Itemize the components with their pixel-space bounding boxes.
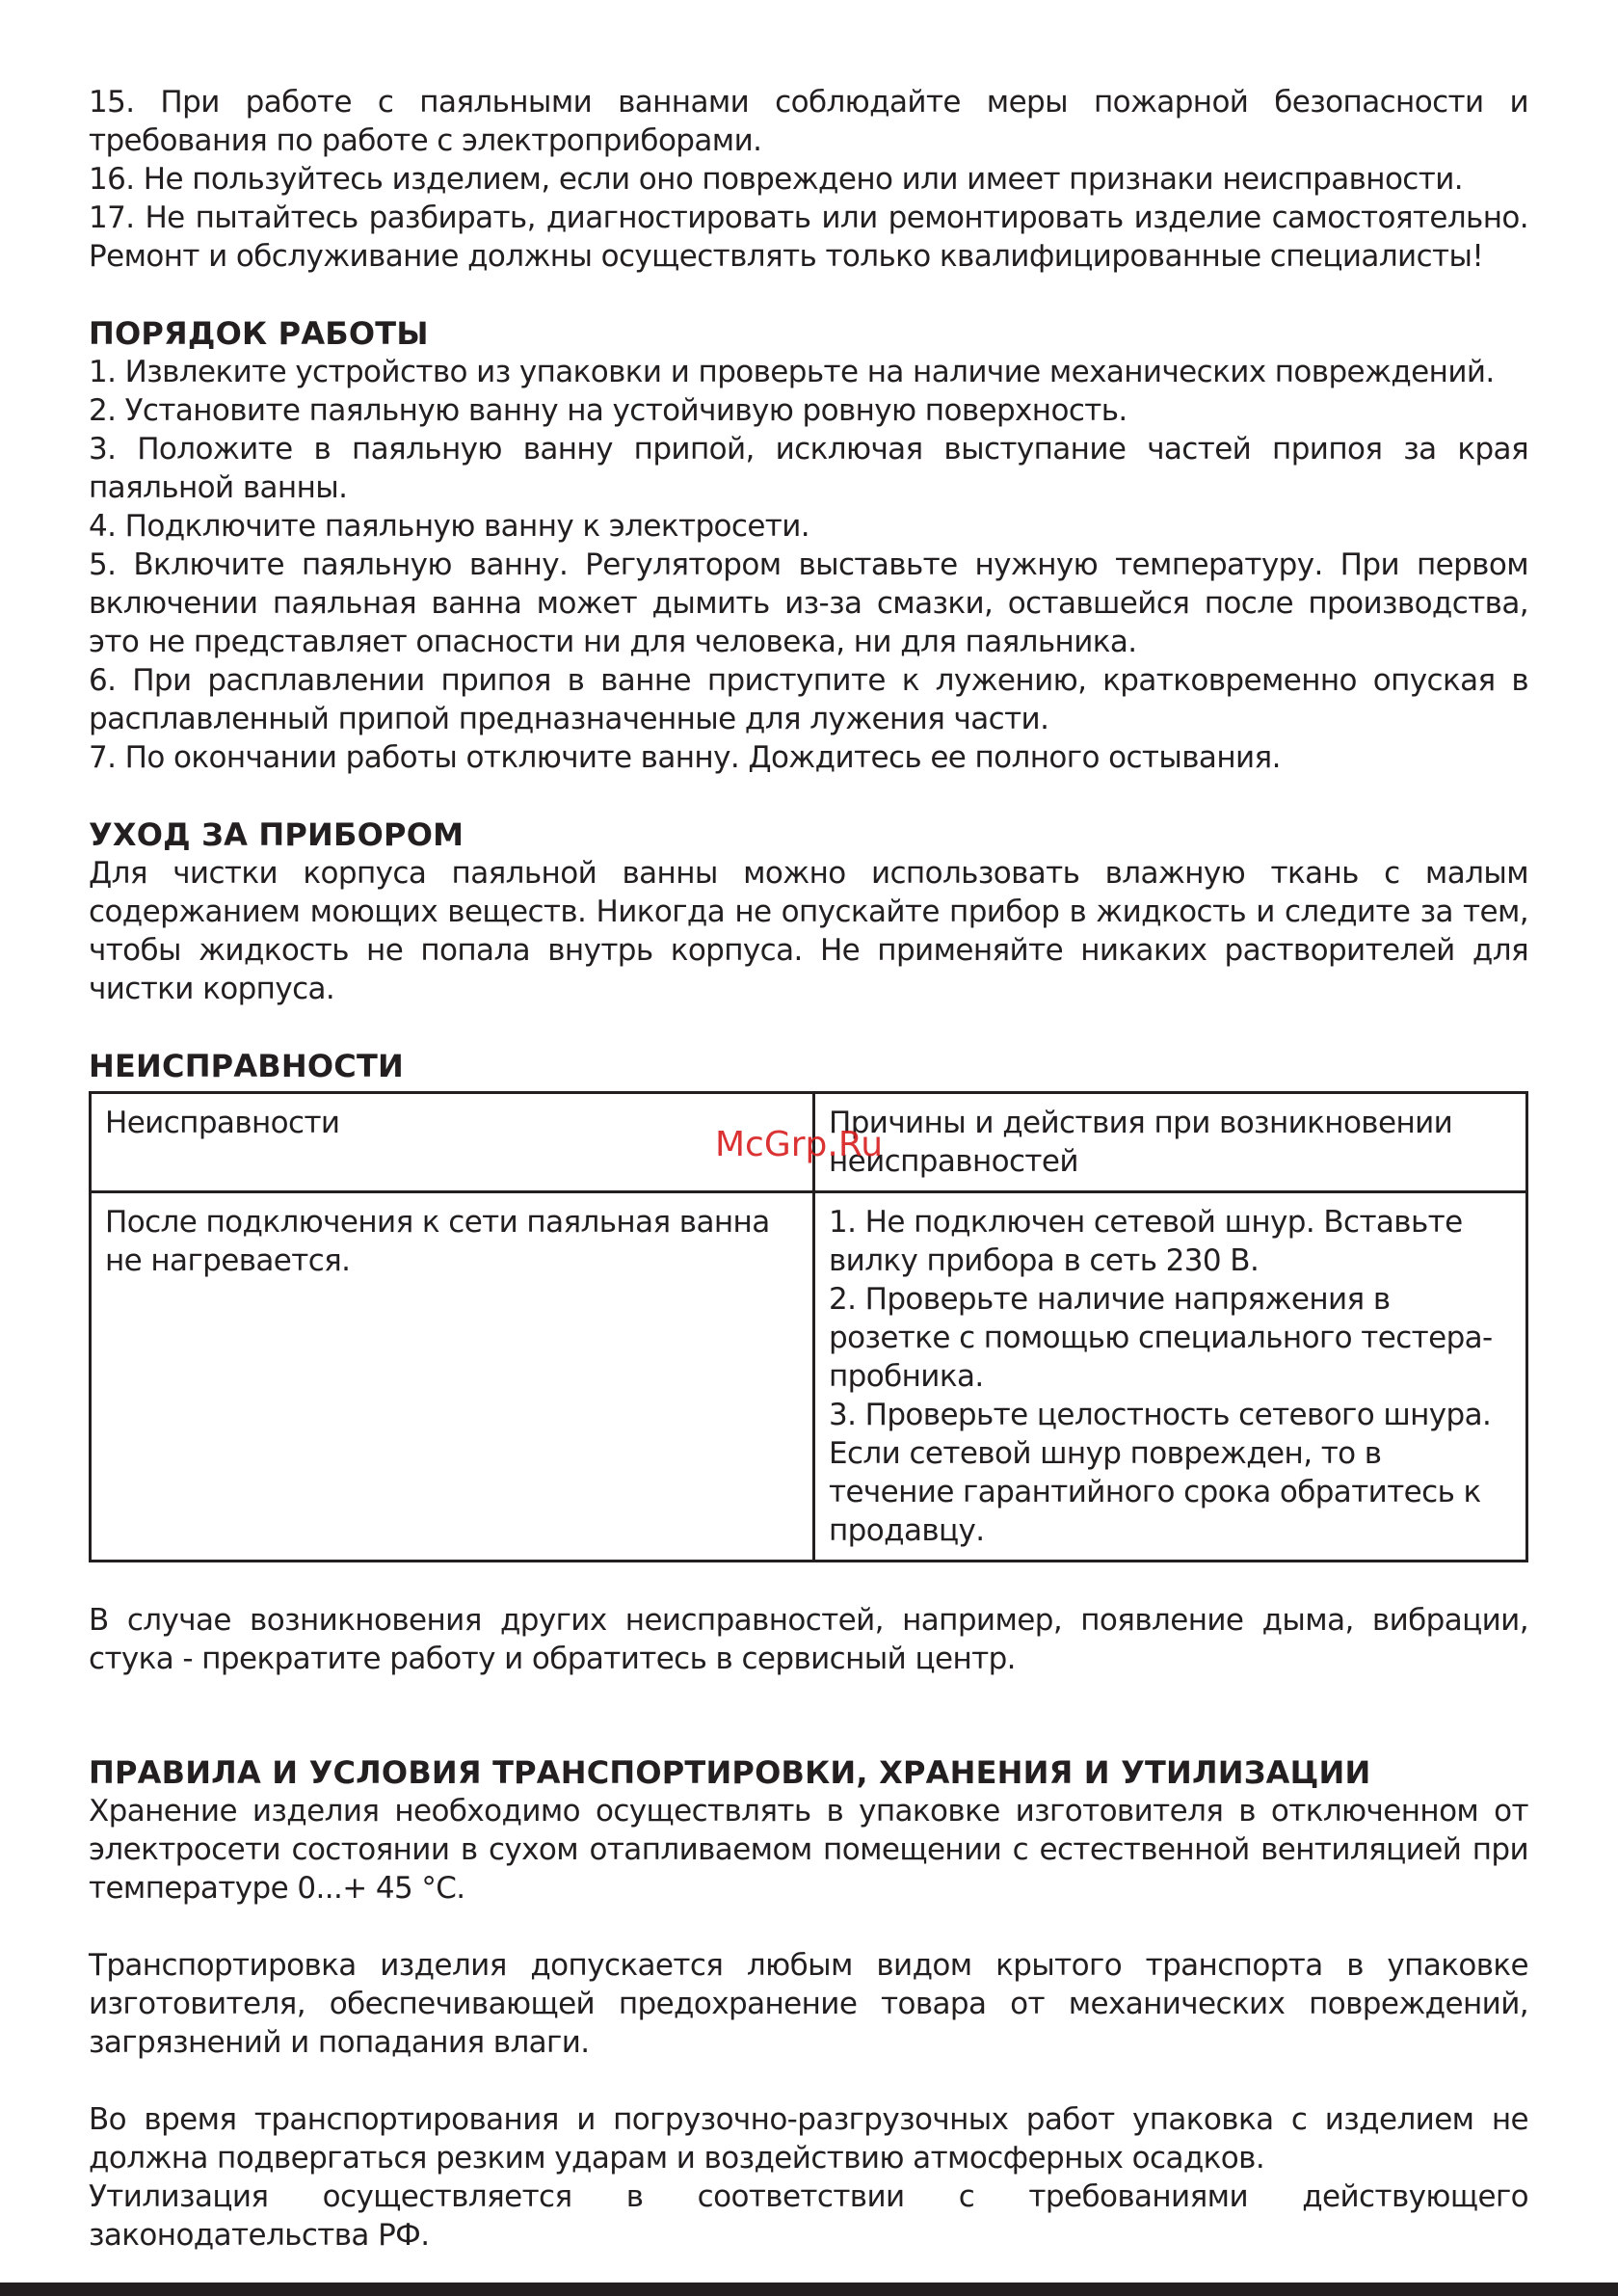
work-order-heading: ПОРЯДОК РАБОТЫ <box>89 315 429 352</box>
transport-heading: ПРАВИЛА И УСЛОВИЯ ТРАНСПОРТИРОВКИ, ХРАНЕНИЯ И УТИЛИЗАЦИИ <box>89 1754 1371 1791</box>
bottom-border <box>0 2283 1618 2296</box>
work-order-step-6: 6. При расплавлении припоя в ванне приступите к лужению, кратковременно опуская в расплавленный припой предназначенные для лужения части. <box>89 663 1528 736</box>
intro-item-17: 17. Не пытайтесь разбирать, диагностировать или ремонтировать изделие самостоятельно. Ремонт и обслуживание должны осуществлять только квалифицированные специалисты! <box>89 200 1528 274</box>
work-order-step-2: 2. Установите паяльную ванну на устойчивую ровную поверхность. <box>89 393 1127 428</box>
faults-col-fault: Неисправности <box>91 1093 814 1192</box>
document-page <box>89 83 1528 2255</box>
work-order-step-4: 4. Подключите паяльную ванну к электросети. <box>89 509 810 544</box>
faults-row-fault: После подключения к сети паяльная ванна не нагревается. <box>91 1192 814 1562</box>
work-order-step-3: 3. Положите в паяльную ванну припой, исключая выступание частей припоя за края паяльной ванны. <box>89 432 1528 505</box>
handling-text: Во время транспортирования и погрузочно-разгрузочных работ упаковка с изделием не должна подвергаться резким ударам и воздействию атмосферных осадков. <box>89 2102 1528 2176</box>
faults-heading: НЕИСПРАВНОСТИ <box>89 1048 404 1084</box>
transport-text: Транспортировка изделия допускается любым видом крытого транспорта в упаковке изготовителя, обеспечивающей предохранение товара от механических повреждений, загрязнений и попадания влаги. <box>89 1948 1528 2060</box>
care-text: Для чистки корпуса паяльной ванны можно использовать влажную ткань с малым содержанием моющих веществ. Никогда не опускайте прибор в жидкость и следите за тем, чтобы жидкость не попала внутрь корпуса. Не применяйте никаких растворителей для чистки корпуса. <box>89 856 1528 1006</box>
cause-item-1: 1. Не подключен сетевой шнур. Вставьте вилку прибора в сеть 230 В. <box>829 1205 1463 1278</box>
work-order-step-7: 7. По окончании работы отключите ванну. Дождитесь ее полного остывания. <box>89 740 1281 775</box>
work-order-step-1: 1. Извлеките устройство из упаковки и проверьте на наличие механических повреждений. <box>89 355 1495 389</box>
faults-table-row <box>91 1192 1527 1562</box>
faults-col-causes: Причины и действия при возникновении неисправностей <box>814 1093 1527 1192</box>
storage-text: Хранение изделия необходимо осуществлять в упаковке изготовителя в отключенном от электросети состоянии в сухом отапливаемом помещении с естественной вентиляцией при температуре 0...+ 45 °С. <box>89 1794 1528 1906</box>
faults-row-causes <box>814 1192 1527 1562</box>
cause-item-2: 2. Проверьте наличие напряжения в розетке с помощью специального тестера-пробника. <box>829 1282 1493 1394</box>
disposal-text: Утилизация осуществляется в соответствии с требованиями действующего законодательства РФ. <box>89 2179 1528 2253</box>
watermark-text: McGrp.Ru <box>715 1125 884 1164</box>
intro-item-15: 15. При работе с паяльными ваннами соблюдайте меры пожарной безопасности и требования по работе с электроприборами. <box>89 85 1528 158</box>
cause-item-3: 3. Проверьте целостность сетевого шнура. Если сетевой шнур поврежден, то в течение гарантийного срока обратитесь к продавцу. <box>829 1398 1492 1548</box>
faults-note: В случае возникновения других неисправностей, например, появление дыма, вибрации, стука - прекратите работу и обратитесь в сервисный центр. <box>89 1603 1528 1676</box>
work-order-step-5: 5. Включите паяльную ванну. Регулятором выставьте нужную температуру. При первом включении паяльная ванна может дымить из-за смазки, оставшейся после производства, это не представляет опасности ни для человека, ни для паяльника. <box>89 547 1528 659</box>
care-heading: УХОД ЗА ПРИБОРОМ <box>89 816 464 853</box>
intro-item-16: 16. Не пользуйтесь изделием, если оно повреждено или имеет признаки неисправности. <box>89 162 1464 197</box>
